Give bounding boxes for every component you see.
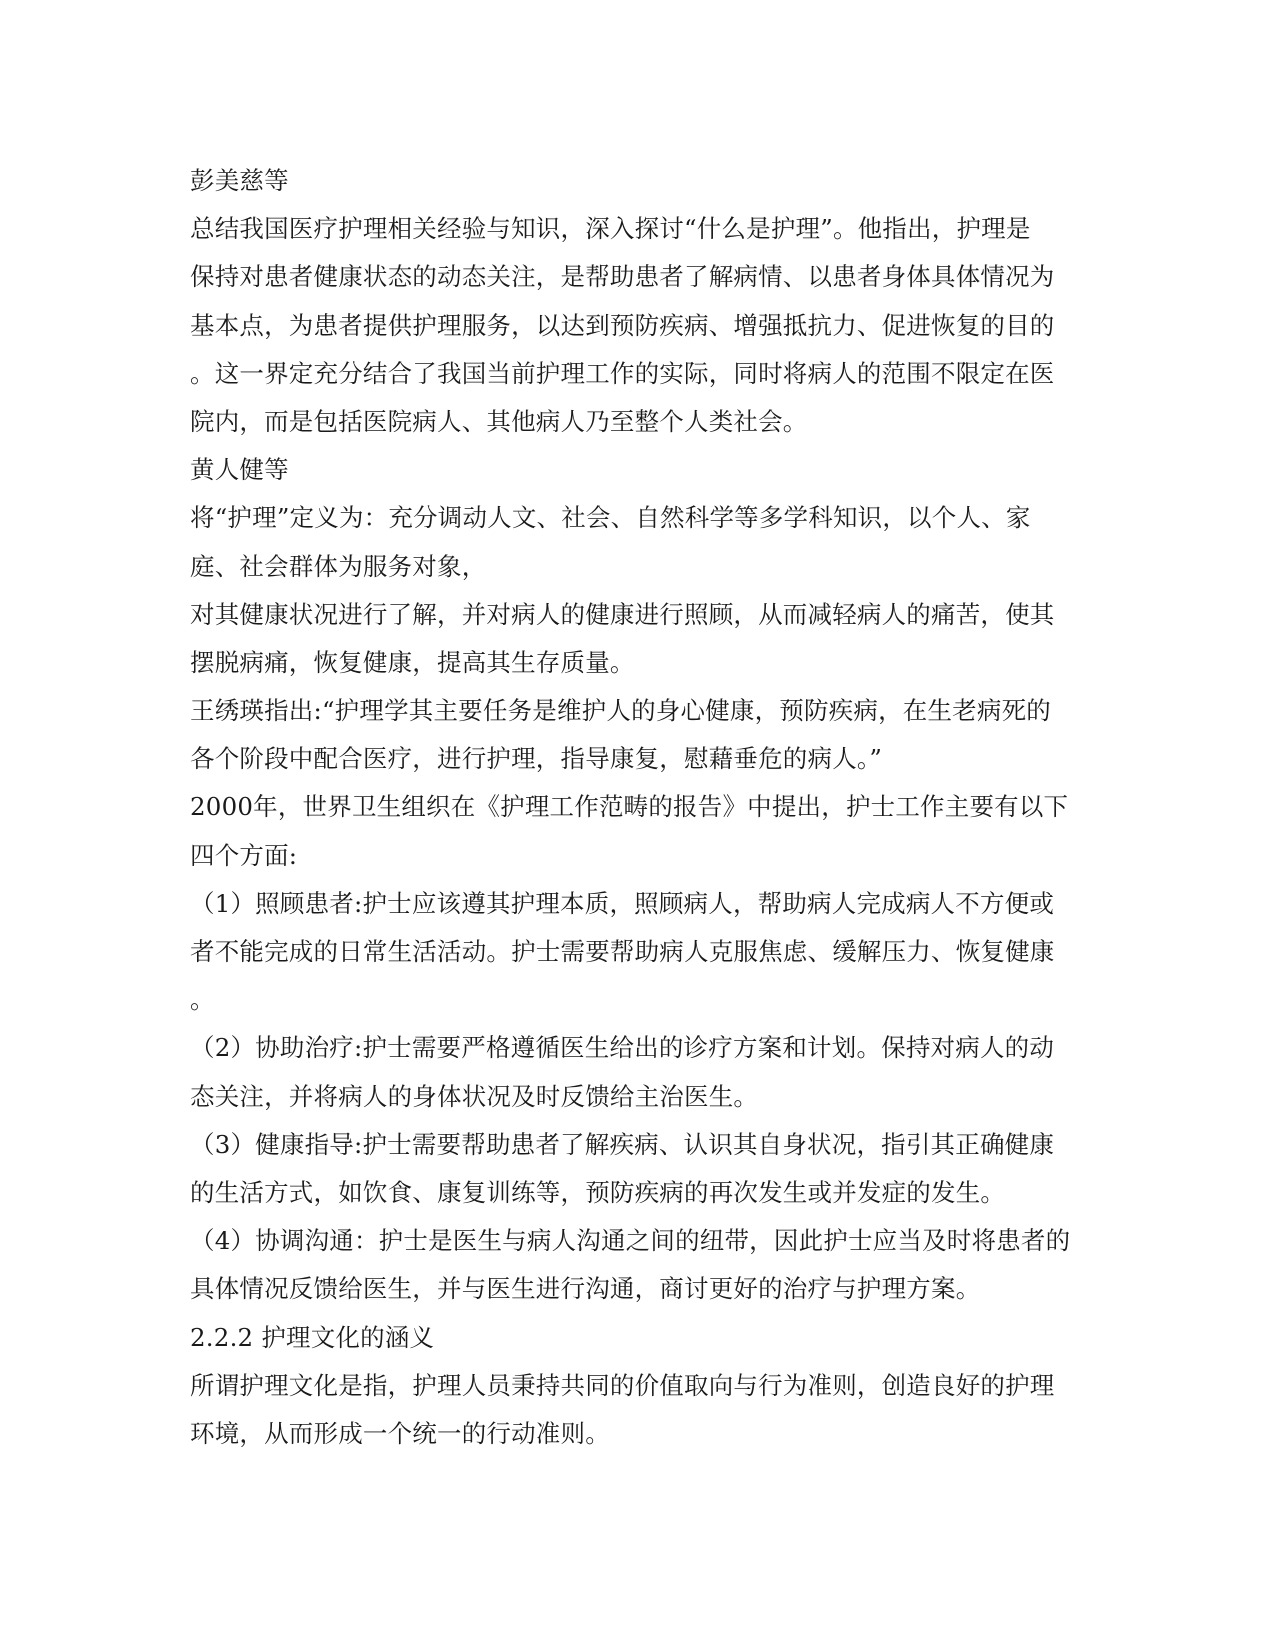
paragraph-line: 2000年，世界卫生组织在《护理工作范畴的报告》中提出，护士工作主要有以下 — [190, 792, 1069, 822]
paragraph-line: 所谓护理文化是指，护理人员秉持共同的价值取向与行为准则，创造良好的护理 — [190, 1370, 1055, 1400]
paragraph-line: 对其健康状况进行了解，并对病人的健康进行照顾，从而减轻病人的痛苦，使其 — [190, 599, 1055, 629]
document-body — [190, 157, 1070, 1458]
author-heading-peng: 彭美慈等 — [190, 166, 289, 195]
list-item-line: （3）健康指导:护士需要帮助患者了解疾病、认识其自身状况，指引其正确健康 — [190, 1129, 1055, 1159]
paragraph-line: 王绣瑛指出:“护理学其主要任务是维护人的身心健康，预防疾病，在生老病死的 — [190, 696, 1051, 726]
list-item-line: 者不能完成的日常生活活动。护士需要帮助病人克服焦虑、缓解压力、恢复健康 — [190, 937, 1055, 966]
paragraph-line: 四个方面: — [190, 840, 298, 870]
paragraph-line: 环境，从而形成一个统一的行动准则。 — [190, 1418, 610, 1448]
list-item-line: （2）协助治疗:护士需要严格遵循医生给出的诊疗方案和计划。保持对病人的动 — [190, 1033, 1055, 1063]
paragraph-line: 摆脱病痛，恢复健康，提高其生存质量。 — [190, 647, 635, 677]
section-heading: 2.2.2 护理文化的涵义 — [190, 1322, 435, 1352]
list-item-line: 态关注，并将病人的身体状况及时反馈给主治医生。 — [190, 1081, 759, 1111]
paragraph-line: 庭、社会群体为服务对象， — [190, 551, 487, 581]
paragraph-line: 各个阶段中配合医疗，进行护理，指导康复，慰藉垂危的病人。” — [190, 744, 883, 774]
paragraph-line: 保持对患者健康状态的动态关注，是帮助患者了解病情、以患者身体具体情况为 — [190, 262, 1055, 292]
paragraph-line: 。这一界定充分结合了我国当前护理工作的实际，同时将病人的范围不限定在医 — [190, 358, 1055, 388]
author-heading-huang: 黄人健等 — [190, 455, 289, 485]
paragraph-line: 将“护理”定义为：充分调动人文、社会、自然科学等多学科知识，以个人、家 — [190, 503, 1031, 533]
list-item-line: （4）协调沟通：护士是医生与病人沟通之间的纽带，因此护士应当及时将患者的 — [190, 1226, 1071, 1256]
paragraph-line: 院内，而是包括医院病人、其他病人乃至整个人类社会。 — [190, 406, 808, 436]
paragraph-line: 基本点，为患者提供护理服务，以达到预防疾病、增强抵抗力、促进恢复的目的 — [190, 310, 1055, 340]
list-item-line: 具体情况反馈给医生，并与医生进行沟通，商讨更好的治疗与护理方案。 — [190, 1274, 981, 1304]
list-item-line: 。 — [190, 985, 215, 1015]
paragraph-line: 总结我国医疗护理相关经验与知识，深入探讨“什么是护理”。他指出，护理是 — [190, 214, 1031, 244]
list-item-line: （1）照顾患者:护士应该遵其护理本质，照顾病人，帮助病人完成病人不方便或 — [190, 888, 1055, 918]
list-item-line: 的生活方式，如饮食、康复训练等，预防疾病的再次发生或并发症的发生。 — [190, 1177, 1006, 1207]
